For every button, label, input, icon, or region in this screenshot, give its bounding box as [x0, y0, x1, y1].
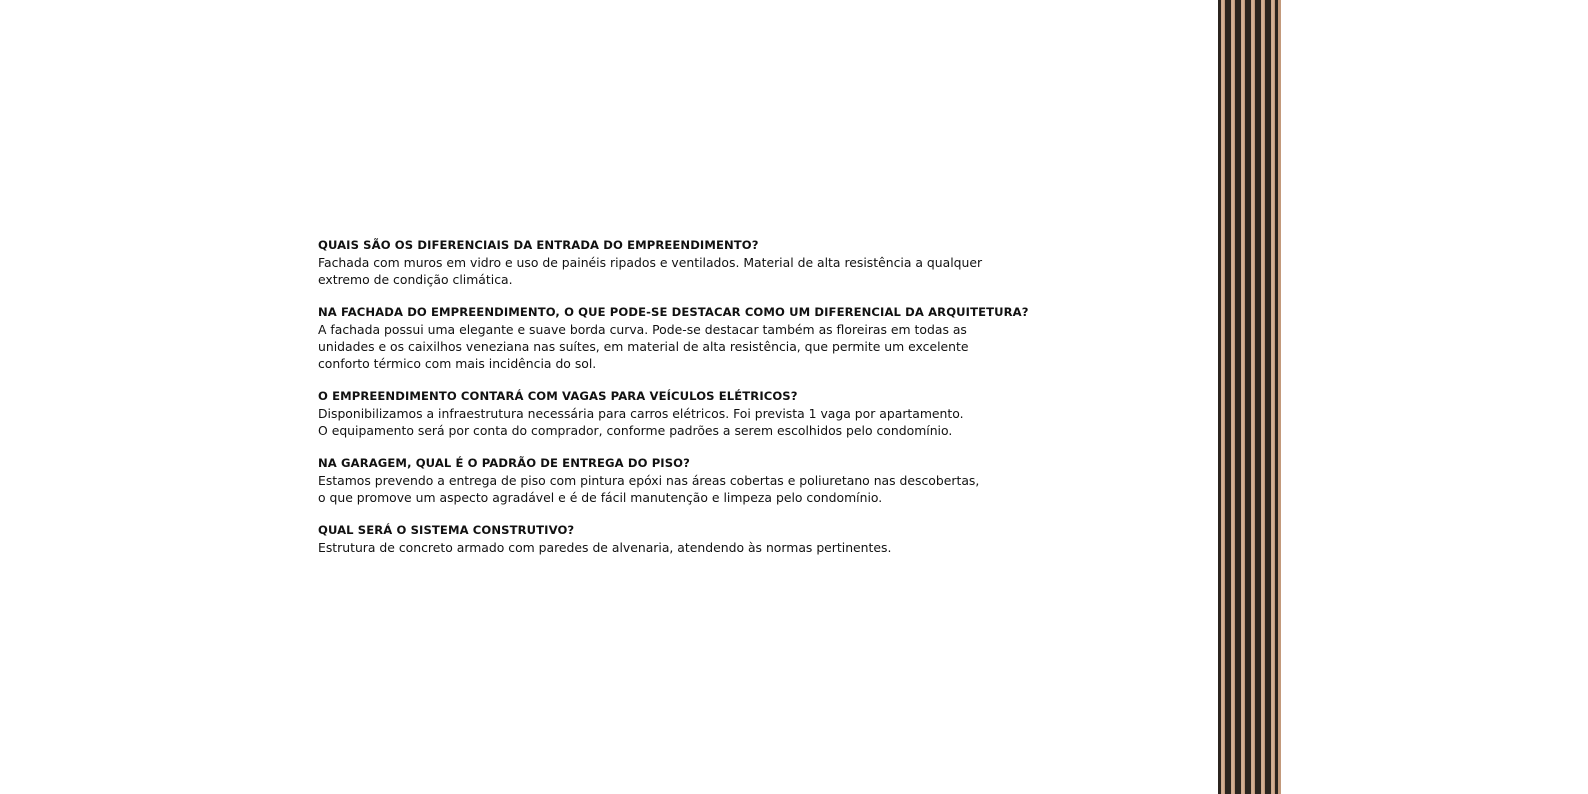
faq-item: [318, 388, 1018, 439]
faq-item: [318, 237, 1018, 288]
faq-answer-line: A fachada possui uma elegante e suave borda curva. Pode-se destacar também as floreiras em todas as: [318, 322, 967, 337]
faq-answer-line: Estamos prevendo a entrega de piso com pintura epóxi nas áreas cobertas e poliuretano nas descobertas,: [318, 473, 980, 488]
faq-question: NA GARAGEM, QUAL É O PADRÃO DE ENTREGA DO PISO?: [318, 456, 690, 470]
faq-answer-line: Estrutura de concreto armado com paredes de alvenaria, atendendo às normas pertinentes.: [318, 540, 892, 555]
faq-question: O EMPREENDIMENTO CONTARÁ COM VAGAS PARA VEÍCULOS ELÉTRICOS?: [318, 389, 798, 403]
faq-item: [318, 522, 1018, 556]
faq-item: [318, 455, 1018, 506]
faq-item: [318, 304, 1029, 372]
faq-question: QUAIS SÃO OS DIFERENCIAIS DA ENTRADA DO EMPREENDIMENTO?: [318, 238, 759, 252]
wood-slat-panel-image: [1218, 0, 1281, 794]
faq-answer-line: O equipamento será por conta do comprador, conforme padrões a serem escolhidos pelo condomínio.: [318, 423, 953, 438]
faq-question: QUAL SERÁ O SISTEMA CONSTRUTIVO?: [318, 523, 575, 537]
faq-answer-line: Fachada com muros em vidro e uso de painéis ripados e ventilados. Material de alta resistência a qualquer: [318, 255, 983, 270]
faq-answer-line: extremo de condição climática.: [318, 272, 513, 287]
faq-question: NA FACHADA DO EMPREENDIMENTO, O QUE PODE-SE DESTACAR COMO UM DIFERENCIAL DA ARQUITETURA?: [318, 305, 1029, 319]
faq-answer-line: o que promove um aspecto agradável e é de fácil manutenção e limpeza pelo condomínio.: [318, 490, 883, 505]
faq-answer-line: unidades e os caixilhos veneziana nas suítes, em material de alta resistência, que permite um excelente: [318, 339, 969, 354]
faq-answer-line: conforto térmico com mais incidência do sol.: [318, 356, 597, 371]
faq-section: [318, 237, 1029, 572]
faq-answer-line: Disponibilizamos a infraestrutura necessária para carros elétricos. Foi prevista 1 vaga por apartamento.: [318, 406, 964, 421]
